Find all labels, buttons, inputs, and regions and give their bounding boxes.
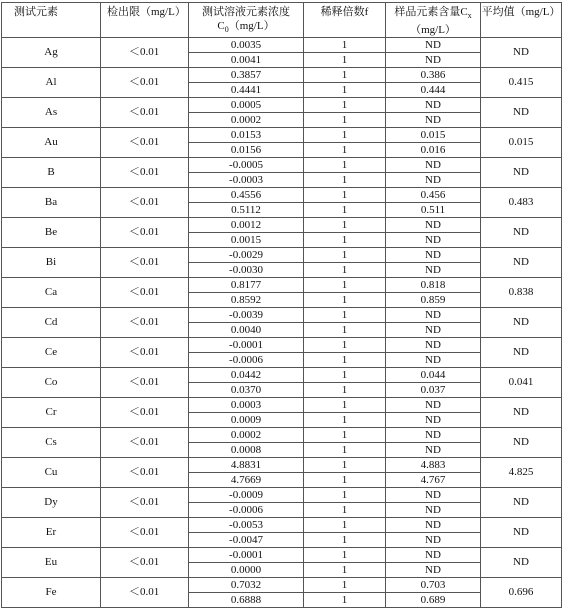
dilution-cell: 1 <box>304 443 386 458</box>
dilution-cell: 1 <box>304 203 386 218</box>
table-row <box>2 128 562 143</box>
sample-content-cell: 4.767 <box>386 473 481 488</box>
dilution-cell: 1 <box>304 128 386 143</box>
table-row <box>2 308 562 323</box>
dilution-cell: 1 <box>304 383 386 398</box>
dilution-cell: 1 <box>304 338 386 353</box>
average-cell: ND <box>481 428 562 458</box>
concentration-cell: 0.0002 <box>189 428 304 443</box>
dilution-cell: 1 <box>304 233 386 248</box>
concentration-cell: 0.3857 <box>189 68 304 83</box>
concentration-cell: 4.7669 <box>189 473 304 488</box>
detection-limit-cell: ＜0.01 <box>101 518 189 548</box>
sample-content-cell: ND <box>386 98 481 113</box>
dilution-cell: 1 <box>304 458 386 473</box>
element-cell: Be <box>2 218 101 248</box>
sample-content-cell: ND <box>386 533 481 548</box>
table-row <box>2 458 562 473</box>
detection-limit-cell: ＜0.01 <box>101 308 189 338</box>
average-cell: ND <box>481 518 562 548</box>
dilution-cell: 1 <box>304 488 386 503</box>
element-cell: As <box>2 98 101 128</box>
header-concentration-line1: 测试溶液元素浓度 <box>202 6 290 18</box>
table-row <box>2 188 562 203</box>
dilution-cell: 1 <box>304 548 386 563</box>
header-element: 测试元素 <box>2 3 101 38</box>
table-row <box>2 158 562 173</box>
dilution-cell: 1 <box>304 533 386 548</box>
detection-limit-cell: ＜0.01 <box>101 218 189 248</box>
concentration-cell: 0.0153 <box>189 128 304 143</box>
header-sample-unit: （mg/L） <box>410 24 456 37</box>
concentration-cell: 0.4556 <box>189 188 304 203</box>
sample-content-cell: ND <box>386 338 481 353</box>
sample-content-cell: 0.818 <box>386 278 481 293</box>
sample-content-cell: ND <box>386 218 481 233</box>
detection-limit-cell: ＜0.01 <box>101 68 189 98</box>
concentration-cell: 0.0442 <box>189 368 304 383</box>
dilution-cell: 1 <box>304 308 386 323</box>
table-row <box>2 518 562 533</box>
header-average: 平均值（mg/L） <box>481 3 562 38</box>
element-cell: Ca <box>2 278 101 308</box>
table-row <box>2 278 562 293</box>
sample-content-cell: 0.044 <box>386 368 481 383</box>
element-cell: Al <box>2 68 101 98</box>
detection-limit-cell: ＜0.01 <box>101 128 189 158</box>
dilution-cell: 1 <box>304 248 386 263</box>
dilution-cell: 1 <box>304 98 386 113</box>
table-row <box>2 98 562 113</box>
average-cell: 0.696 <box>481 578 562 608</box>
concentration-cell: -0.0006 <box>189 353 304 368</box>
dilution-cell: 1 <box>304 173 386 188</box>
concentration-cell: -0.0001 <box>189 338 304 353</box>
dilution-cell: 1 <box>304 428 386 443</box>
element-cell: Ce <box>2 338 101 368</box>
sample-content-cell: 0.016 <box>386 143 481 158</box>
concentration-cell: 0.0040 <box>189 323 304 338</box>
sample-content-cell: ND <box>386 563 481 578</box>
header-concentration-unit: （mg/L） <box>228 20 275 32</box>
sample-content-cell: 0.703 <box>386 578 481 593</box>
table-row <box>2 68 562 83</box>
average-cell: 0.415 <box>481 68 562 98</box>
table-header <box>2 3 562 38</box>
average-cell: ND <box>481 308 562 338</box>
concentration-cell: -0.0039 <box>189 308 304 323</box>
dilution-cell: 1 <box>304 323 386 338</box>
dilution-cell: 1 <box>304 278 386 293</box>
dilution-cell: 1 <box>304 68 386 83</box>
concentration-cell: 0.8592 <box>189 293 304 308</box>
table-row <box>2 398 562 413</box>
average-cell: ND <box>481 248 562 278</box>
element-cell: Er <box>2 518 101 548</box>
table-row <box>2 548 562 563</box>
concentration-cell: -0.0006 <box>189 503 304 518</box>
concentration-cell: 4.8831 <box>189 458 304 473</box>
table-row <box>2 338 562 353</box>
sample-content-cell: ND <box>386 53 481 68</box>
table-body <box>2 38 562 608</box>
detection-limit-cell: ＜0.01 <box>101 248 189 278</box>
dilution-cell: 1 <box>304 83 386 98</box>
sample-content-cell: ND <box>386 443 481 458</box>
sample-content-cell: ND <box>386 548 481 563</box>
concentration-cell: -0.0005 <box>189 158 304 173</box>
element-cell: Cd <box>2 308 101 338</box>
detection-limit-cell: ＜0.01 <box>101 98 189 128</box>
dilution-cell: 1 <box>304 353 386 368</box>
concentration-cell: 0.7032 <box>189 578 304 593</box>
average-cell: ND <box>481 38 562 68</box>
concentration-cell: 0.0002 <box>189 113 304 128</box>
average-cell: 0.483 <box>481 188 562 218</box>
header-sample-subscript: x <box>467 11 472 21</box>
detection-limit-cell: ＜0.01 <box>101 368 189 398</box>
dilution-cell: 1 <box>304 143 386 158</box>
results-table <box>1 2 562 608</box>
concentration-cell: 0.6888 <box>189 593 304 608</box>
average-cell: ND <box>481 548 562 578</box>
sample-content-cell: 0.015 <box>386 128 481 143</box>
dilution-cell: 1 <box>304 413 386 428</box>
dilution-cell: 1 <box>304 38 386 53</box>
sample-content-cell: 0.689 <box>386 593 481 608</box>
average-cell: 0.015 <box>481 128 562 158</box>
sample-content-cell: ND <box>386 158 481 173</box>
average-cell: ND <box>481 158 562 188</box>
detection-limit-cell: ＜0.01 <box>101 578 189 608</box>
table-row <box>2 218 562 233</box>
average-cell: 0.041 <box>481 368 562 398</box>
concentration-cell: -0.0053 <box>189 518 304 533</box>
concentration-cell: 0.0015 <box>189 233 304 248</box>
average-cell: ND <box>481 338 562 368</box>
sample-content-cell: ND <box>386 503 481 518</box>
average-cell: ND <box>481 218 562 248</box>
concentration-cell: 0.0041 <box>189 53 304 68</box>
element-cell: B <box>2 158 101 188</box>
dilution-cell: 1 <box>304 578 386 593</box>
detection-limit-cell: ＜0.01 <box>101 398 189 428</box>
element-cell: Co <box>2 368 101 398</box>
table-row <box>2 38 562 53</box>
element-cell: Dy <box>2 488 101 518</box>
concentration-cell: 0.0005 <box>189 98 304 113</box>
dilution-cell: 1 <box>304 563 386 578</box>
dilution-cell: 1 <box>304 263 386 278</box>
sample-content-cell: ND <box>386 488 481 503</box>
average-cell: ND <box>481 398 562 428</box>
element-cell: Eu <box>2 548 101 578</box>
element-cell: Ba <box>2 188 101 218</box>
dilution-cell: 1 <box>304 503 386 518</box>
sample-content-cell: ND <box>386 308 481 323</box>
element-cell: Cr <box>2 398 101 428</box>
table-row <box>2 578 562 593</box>
dilution-cell: 1 <box>304 368 386 383</box>
concentration-cell: -0.0009 <box>189 488 304 503</box>
concentration-cell: 0.5112 <box>189 203 304 218</box>
sample-content-cell: ND <box>386 353 481 368</box>
dilution-cell: 1 <box>304 398 386 413</box>
dilution-cell: 1 <box>304 188 386 203</box>
concentration-cell: 0.0156 <box>189 143 304 158</box>
concentration-cell: 0.0000 <box>189 563 304 578</box>
dilution-cell: 1 <box>304 158 386 173</box>
detection-limit-cell: ＜0.01 <box>101 158 189 188</box>
dilution-cell: 1 <box>304 218 386 233</box>
dilution-cell: 1 <box>304 53 386 68</box>
table-row <box>2 428 562 443</box>
element-cell: Ag <box>2 38 101 68</box>
sample-content-cell: 0.444 <box>386 83 481 98</box>
element-cell: Fe <box>2 578 101 608</box>
sample-content-cell: ND <box>386 323 481 338</box>
detection-limit-cell: ＜0.01 <box>101 458 189 488</box>
detection-limit-cell: ＜0.01 <box>101 548 189 578</box>
detection-limit-cell: ＜0.01 <box>101 278 189 308</box>
table-row <box>2 488 562 503</box>
sample-content-cell: 4.883 <box>386 458 481 473</box>
sample-content-cell: ND <box>386 38 481 53</box>
detection-limit-cell: ＜0.01 <box>101 488 189 518</box>
sample-content-cell: ND <box>386 248 481 263</box>
sample-content-cell: ND <box>386 518 481 533</box>
concentration-cell: 0.4441 <box>189 83 304 98</box>
detection-limit-cell: ＜0.01 <box>101 188 189 218</box>
concentration-cell: 0.0009 <box>189 413 304 428</box>
element-cell: Au <box>2 128 101 158</box>
header-dilution: 稀释倍数f <box>304 3 386 38</box>
header-concentration-subscript: 0 <box>224 25 229 35</box>
header-sample-content <box>386 3 481 38</box>
dilution-cell: 1 <box>304 113 386 128</box>
sample-content-cell: 0.456 <box>386 188 481 203</box>
sample-content-cell: ND <box>386 428 481 443</box>
sample-content-cell: ND <box>386 233 481 248</box>
dilution-cell: 1 <box>304 473 386 488</box>
element-cell: Bi <box>2 248 101 278</box>
concentration-cell: 0.0370 <box>189 383 304 398</box>
average-cell: 0.838 <box>481 278 562 308</box>
element-cell: Cu <box>2 458 101 488</box>
header-sample-label: 样品元素含量C <box>394 6 468 18</box>
sample-content-cell: 0.037 <box>386 383 481 398</box>
detection-limit-cell: ＜0.01 <box>101 38 189 68</box>
concentration-cell: 0.0003 <box>189 398 304 413</box>
table-row <box>2 368 562 383</box>
header-row <box>2 3 562 38</box>
concentration-cell: 0.8177 <box>189 278 304 293</box>
dilution-cell: 1 <box>304 593 386 608</box>
sample-content-cell: 0.859 <box>386 293 481 308</box>
sample-content-cell: ND <box>386 398 481 413</box>
sample-content-cell: 0.511 <box>386 203 481 218</box>
sample-content-cell: ND <box>386 173 481 188</box>
element-cell: Cs <box>2 428 101 458</box>
sample-content-cell: 0.386 <box>386 68 481 83</box>
concentration-cell: -0.0029 <box>189 248 304 263</box>
sample-content-cell: ND <box>386 113 481 128</box>
concentration-cell: -0.0047 <box>189 533 304 548</box>
average-cell: 4.825 <box>481 458 562 488</box>
dilution-cell: 1 <box>304 518 386 533</box>
sample-content-cell: ND <box>386 263 481 278</box>
concentration-cell: -0.0003 <box>189 173 304 188</box>
concentration-cell: -0.0001 <box>189 548 304 563</box>
average-cell: ND <box>481 488 562 518</box>
concentration-cell: -0.0030 <box>189 263 304 278</box>
sample-content-cell: ND <box>386 413 481 428</box>
header-concentration <box>189 3 304 38</box>
detection-limit-cell: ＜0.01 <box>101 428 189 458</box>
header-limit: 检出限（mg/L） <box>101 3 189 38</box>
concentration-cell: 0.0035 <box>189 38 304 53</box>
detection-limit-cell: ＜0.01 <box>101 338 189 368</box>
concentration-cell: 0.0012 <box>189 218 304 233</box>
table-row <box>2 248 562 263</box>
header-concentration-symbol: C <box>217 20 225 32</box>
average-cell: ND <box>481 98 562 128</box>
dilution-cell: 1 <box>304 293 386 308</box>
concentration-cell: 0.0008 <box>189 443 304 458</box>
